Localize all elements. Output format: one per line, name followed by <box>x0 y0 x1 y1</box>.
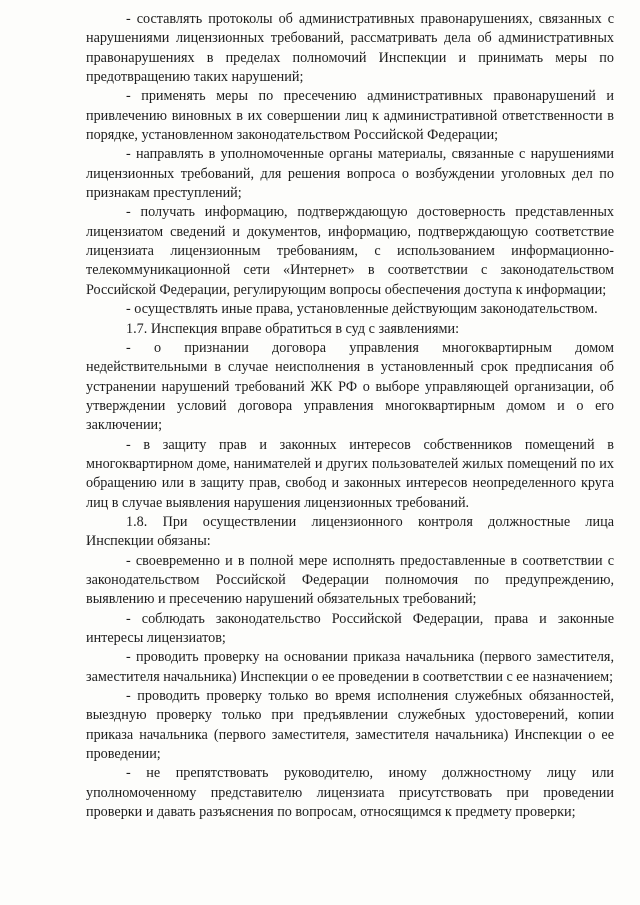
paragraph-section-1-8: 1.8. При осуществлении лицензионного контроля должностные лица Инспекции обязаны: <box>86 513 614 550</box>
paragraph-section-1-7: 1.7. Инспекция вправе обратиться в суд с заявлениями: <box>126 320 460 337</box>
paragraph-draw-protocols: - составлять протоколы об административных правонарушениях, связанных с нарушениями лицензионных требований, рассматривать дела об административных правонарушениях в пределах полномочий Инспекции и принимать меры по предотвращению таких нарушений; <box>86 11 614 86</box>
paragraph-observe-law: - соблюдать законодательство Российской Федерации, права и законные интересы лицензиатов; <box>86 610 614 646</box>
paragraph-protect-rights: - в защиту прав и законных интересов собственников помещений в многоквартирном доме, нанимателей и других пользователей жилых помещений по их обращению или в защиту прав, свобод и законных интересов неопределенного круга лиц в случае выявления нарушения лицензионных требований. <box>86 436 614 511</box>
paragraph-contract-invalid: - о признании договора управления многоквартирным домом недействительными в случае неисполнения в установленный срок предписания об устранении нарушений требований ЖК РФ о выборе управляющей организации, об утверждении условий договора управления многоквартирным домом и о его заключении; <box>86 339 614 434</box>
paragraph-inspection-duties: - проводить проверку только во время исполнения служебных обязанностей, выездную проверку только при предъявлении служебных удостоверений, копии приказа начальника (первого заместителя, заместителя начальника) Инспекции о ее проведении; <box>86 688 614 763</box>
paragraph-execute-powers: - своевременно и в полной мере исполнять предоставленные в соответствии с законодательством Российской Федерации полномочия по предупреждению, выявлению и пресечению нарушений обязательных требований; <box>86 552 614 608</box>
paragraph-obtain-information: - получать информацию, подтверждающую достоверность представленных лицензиатом сведений и документов, информацию, подтверждающую соответствие лицензиата лицензионным требованиям, с использованием информационно-телекоммуникационной сети «Интернет» в соответствии с законодательством Российской Федерации, регулирующим вопросы обеспечения доступа к информации; <box>86 204 614 298</box>
paragraph-send-materials: - направлять в уполномоченные органы материалы, связанные с нарушениями лицензионных требований, для решения вопроса о возбуждении уголовных дел по признакам преступлений; <box>86 146 614 202</box>
paragraph-other-rights: - осуществлять иные права, установленные действующим законодательством. <box>126 301 598 318</box>
paragraph-not-obstruct: - не препятствовать руководителю, иному должностному лицу или уполномоченному представителю лицензиата присутствовать при проведении проверки и давать разъяснения по вопросам, относящимся к предмету проверки; <box>86 765 614 821</box>
paragraph-inspection-by-order: - проводить проверку на основании приказа начальника (первого заместителя, заместителя начальника) Инспекции о ее проведении в соответствии с ее назначением; <box>86 649 614 685</box>
paragraph-apply-measures: - применять меры по пресечению административных правонарушений и привлечению виновных в их совершении лиц к административной ответственности в порядке, установленном законодательством Российской Федерации; <box>86 88 614 144</box>
